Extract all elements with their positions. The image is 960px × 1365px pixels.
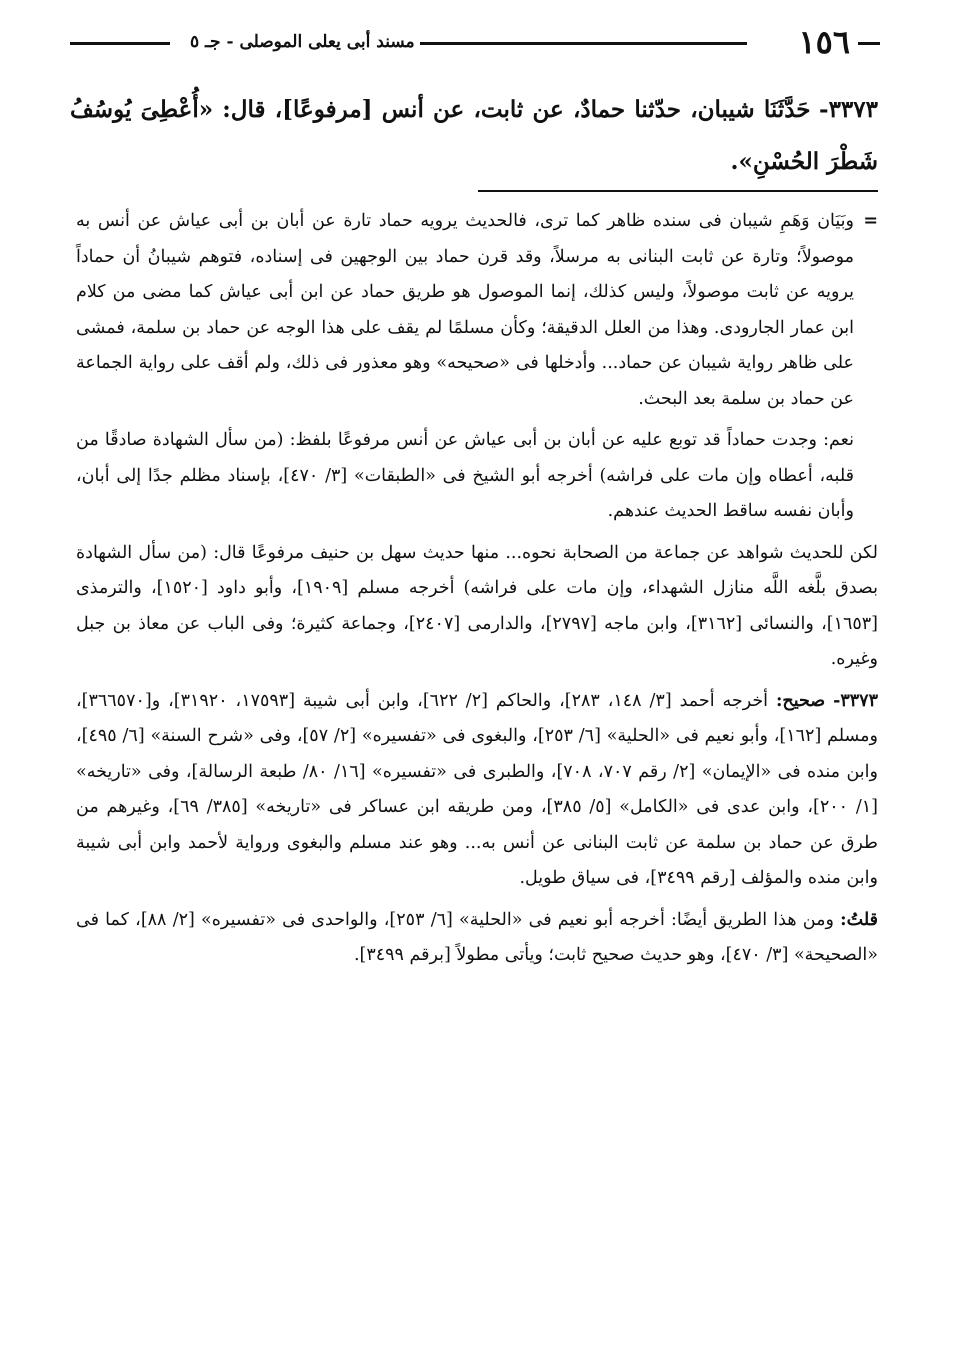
hadith-text: حَدَّثَنَا شيبان، حدّثنا حمادٌ، عن ثابت، عن أنس [مرفوعًا]، قال: «أُعْطِىَ يُوسُفُ شَطْرَ الحُسْنِ».	[70, 96, 878, 175]
header-dash-right	[858, 42, 880, 45]
continuation-mark: =	[863, 211, 878, 231]
footnote-text: لكن للحديث شواهد عن جماعة من الصحابة نحوه... منها حديث سهل بن حنيف مرفوعًا قال: (من سأل الشهادة بصدق بلَّغه اللَّه منازل الشهداء، وإن مات على فراشه) أخرجه مسلم [١٩٠٩]، وأبو داود [١٥٢٠]، والترمذى [١٦٥٣]، والنسائى [٣١٦٢]، وابن ماجه [٢٧٩٧]، والدارمى [٢٤٠٧]، وجماعة كثيرة؛ وفى الباب عن معاذ بن جبل وغيره.	[76, 542, 878, 669]
hadith-number: ٣٣٧٣-	[819, 96, 878, 123]
footnote-paragraph	[76, 204, 878, 417]
footnote-separator	[478, 190, 878, 192]
header-rule	[420, 42, 747, 45]
page-number: ١٥٦	[798, 23, 850, 61]
grading-label: صحيح:	[775, 690, 826, 711]
footnote-text: وبَيَان وَهَمِ شيبان فى سنده ظاهر كما ترى، فالحديث يرويه حماد تارة عن أبان بن أبى عياش عن أنس به موصولاً؛ وتارة عن ثابت البنانى به مرسلاً، وقد قرن حماد بين الوجهين فى إسناده، فتوهم شيبانُ أن حماداً يرويه عن ثابت موصولاً، وليس كذلك، إنما الموصول هو طريق حماد عن ابن أبى عياش كما مضى من كلام ابن عمار الجارودى. وهذا من العلل الدقيقة؛ وكأن مسلمًا لم يقف على هذا الوجه عن حماد بن سلمة، فمشى على ظاهر رواية شيبان عن حماد... وأدخلها فى «صحيحه» وهو معذور فى ذلك، ولم أقف على رواية الجماعة عن حماد بن سلمة بعد البحث.	[76, 211, 854, 409]
qultu-label: قلتُ:	[840, 909, 878, 930]
takhrij-paragraph	[76, 684, 878, 897]
running-header	[70, 22, 880, 62]
takhrij-text: أخرجه أحمد [٣/ ١٤٨، ٢٨٣]، والحاكم [٢/ ٦٢٢]، وابن أبى شيبة [١٧٥٩٣، ٣١٩٢٠]، و[٣٦٦٥٧٠]، ومسلم [١٦٢]، وأبو نعيم فى «الحلية» [٦/ ٢٥٣]، والبغوى فى «تفسيره» [٢/ ٥٧]، وفى «شرح السنة» [٦/ ٤٩٥]، وابن منده فى «الإيمان» [٢/ رقم ٧٠٧، ٧٠٨]، والطبرى فى «تفسيره» [١٦/ ٨٠/ طبعة الرسالة]، وفى «تاريخه» [١/ ٢٠٠]، وابن عدى فى «الكامل» [٥/ ٣٨٥]، ومن طريقه ابن عساكر فى «تاريخه» [٣٨٥/ ٦٩]، وغيرهم من طرق عن حماد بن سلمة عن ثابت البنانى عن أنس به... وهو عند مسلم والبغوى ورواية لأحمد وابن أبى شيبة وابن منده والمؤلف [رقم ٣٤٩٩]، فى سياق طويل.	[76, 690, 878, 888]
hadith-block	[70, 84, 878, 188]
takhrij-number: ٣٣٧٣-	[833, 690, 878, 711]
header-dash-left	[70, 42, 170, 45]
footnote-paragraph	[76, 536, 878, 678]
footnote-text: ومن هذا الطريق أيضًا: أخرجه أبو نعيم فى «الحلية» [٦/ ٢٥٣]، والواحدى فى «تفسيره» [٢/ ٨٨]، كما فى «الصحيحة» [٣/ ٤٧٠]، وهو حديث صحيح ثابت؛ ويأتى مطولاً [برقم ٣٤٩٩].	[76, 909, 878, 965]
footnotes	[76, 204, 878, 980]
footnote-paragraph	[76, 903, 878, 974]
footnote-paragraph	[76, 423, 878, 530]
footnote-text: نعم: وجدت حماداً قد توبع عليه عن أبان بن أبى عياش عن أنس مرفوعًا بلفظ: (من سأل الشهادة صادقًا من قلبه، أعطاه وإن مات على فراشه) أخرجه أبو الشيخ فى «الطبقات» [٣/ ٤٧٠]، بإسناد مظلم جدًا إلى أبان، وأبان نفسه ساقط الحديث عندهم.	[76, 430, 854, 521]
running-title: مسند أبى يعلى الموصلى - جـ ٥	[190, 32, 415, 52]
